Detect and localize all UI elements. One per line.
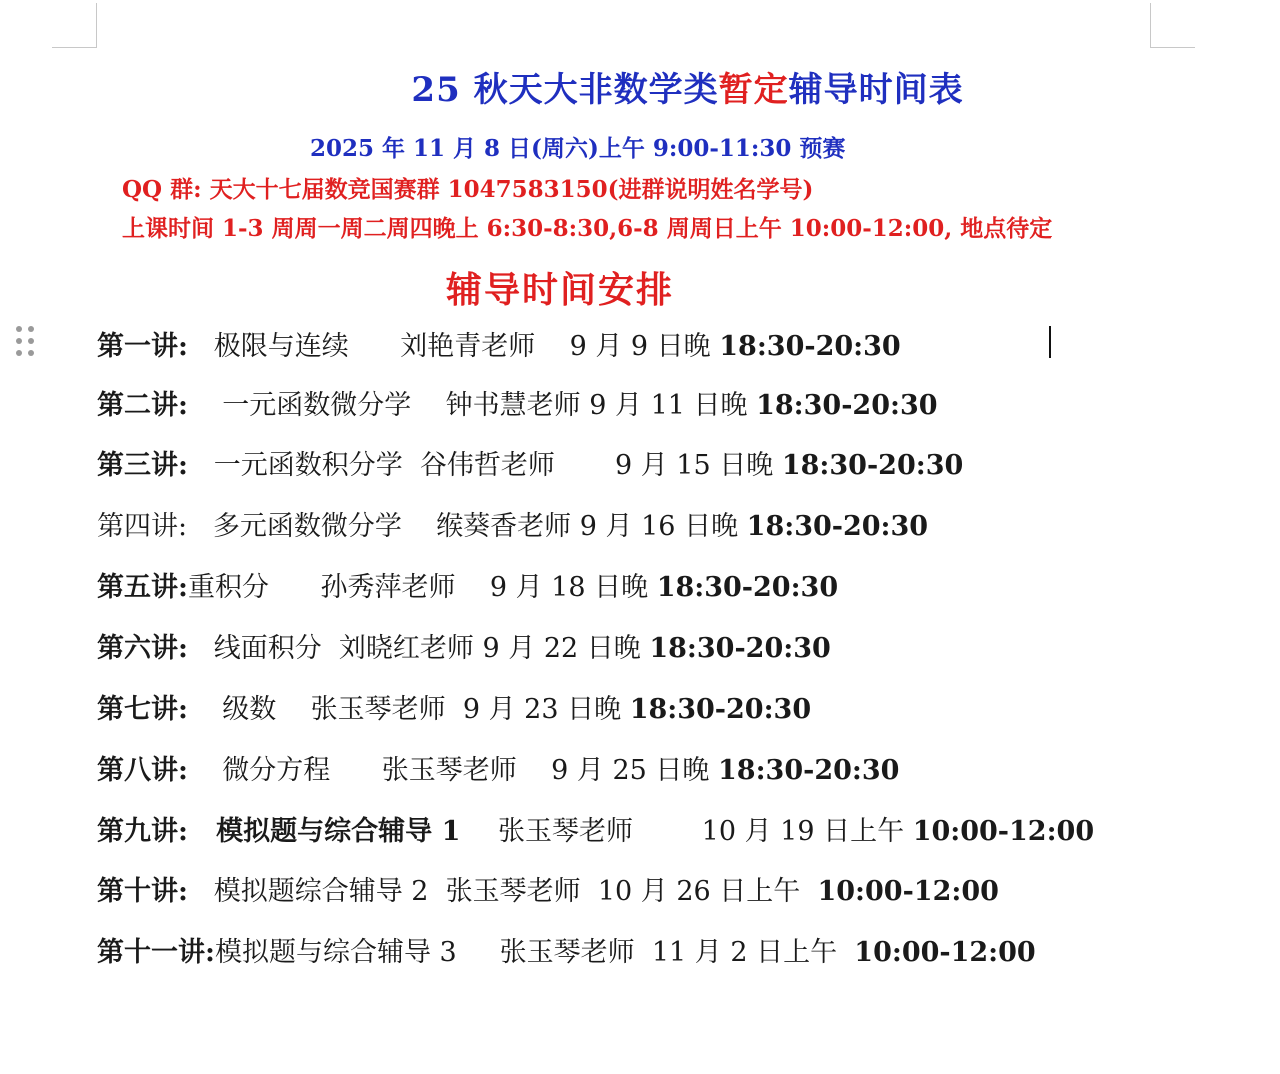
lecture-teacher: 张玉琴老师 bbox=[445, 876, 598, 907]
title-highlight: 暂定 bbox=[718, 70, 789, 110]
lecture-label: 第一讲: bbox=[97, 331, 188, 362]
lecture-teacher: 钟书慧老师 bbox=[445, 390, 590, 421]
lecture-teacher: 张玉琴老师 bbox=[381, 755, 552, 786]
qq-group-line: QQ 群: 天大十七届数竞国赛群 1047583150(进群说明姓名学号) bbox=[122, 176, 814, 203]
lecture-date: 9 月 11 日晚 bbox=[589, 390, 757, 421]
lecture-teacher: 刘晓红老师 bbox=[338, 633, 483, 664]
lecture-row bbox=[97, 383, 938, 422]
lecture-row bbox=[97, 626, 831, 665]
lecture-label: 第三讲: bbox=[97, 450, 188, 481]
lecture-date: 9 月 9 日晚 bbox=[569, 331, 720, 362]
lecture-date: 10 月 19 日上午 bbox=[701, 816, 913, 847]
lecture-time: 18:30-20:30 bbox=[656, 572, 839, 603]
lecture-time: 18:30-20:30 bbox=[719, 331, 901, 362]
lecture-label: 第八讲: bbox=[97, 755, 188, 786]
lecture-time: 18:30-20:30 bbox=[756, 390, 938, 421]
lecture-label: 第五讲: bbox=[97, 572, 188, 603]
lecture-topic: 模拟题与综合辅导 1 bbox=[187, 816, 498, 847]
lecture-label: 第十一讲: bbox=[97, 937, 215, 968]
lecture-time: 18:30-20:30 bbox=[781, 450, 964, 481]
lecture-row bbox=[97, 869, 999, 908]
lecture-topic: 极限与连续 bbox=[187, 331, 401, 362]
lecture-time: 18:30-20:30 bbox=[746, 511, 929, 542]
lecture-teacher: 刘艳青老师 bbox=[400, 331, 570, 362]
page-corner-mark-top-right bbox=[1150, 3, 1195, 48]
lecture-row bbox=[97, 565, 838, 604]
lecture-topic: 模拟题综合辅导 2 bbox=[187, 876, 446, 907]
lecture-topic: 重积分 bbox=[187, 572, 321, 603]
lecture-date: 10 月 26 日上午 bbox=[597, 876, 818, 907]
text-cursor bbox=[1049, 326, 1051, 358]
lecture-time: 18:30-20:30 bbox=[629, 694, 812, 725]
lecture-time: 10:00-12:00 bbox=[854, 937, 1036, 968]
lecture-teacher: 谷伟哲老师 bbox=[419, 450, 615, 481]
lecture-topic: 多元函数微分学 bbox=[187, 511, 437, 542]
document-title bbox=[0, 62, 1280, 111]
lecture-date: 9 月 25 日晚 bbox=[551, 755, 719, 786]
drag-handle-icon[interactable] bbox=[16, 326, 36, 358]
title-part-2: 辅导时间表 bbox=[788, 70, 964, 110]
lecture-teacher: 张玉琴老师 bbox=[499, 937, 652, 968]
lecture-row bbox=[97, 809, 1094, 848]
lecture-topic: 一元函数微分学 bbox=[187, 390, 446, 421]
lecture-teacher: 张玉琴老师 bbox=[497, 816, 702, 847]
lecture-label: 第二讲: bbox=[97, 390, 188, 421]
lecture-label: 第六讲: bbox=[97, 633, 188, 664]
lecture-date: 9 月 16 日晚 bbox=[579, 511, 747, 542]
page-corner-mark-top-left bbox=[52, 3, 97, 48]
title-part-1: 25 秋天大非数学类 bbox=[411, 70, 719, 110]
lecture-topic: 模拟题与综合辅导 3 bbox=[214, 937, 500, 968]
lecture-row bbox=[97, 930, 1036, 969]
lecture-date: 9 月 15 日晚 bbox=[614, 450, 782, 481]
lecture-date: 9 月 23 日晚 bbox=[462, 694, 630, 725]
lecture-topic: 微分方程 bbox=[187, 755, 382, 786]
lecture-topic: 一元函数积分学 bbox=[187, 450, 420, 481]
lecture-topic: 线面积分 bbox=[187, 633, 339, 664]
lecture-label: 第九讲: bbox=[97, 816, 188, 847]
lecture-topic: 级数 bbox=[187, 694, 311, 725]
lecture-row bbox=[97, 324, 901, 363]
exam-date-line: 2025 年 11 月 8 日(周六)上午 9:00-11:30 预赛 bbox=[310, 135, 846, 162]
lecture-date: 11 月 2 日上午 bbox=[651, 937, 855, 968]
lecture-label: 第十讲: bbox=[97, 876, 188, 907]
lecture-row bbox=[97, 748, 899, 787]
lecture-time: 18:30-20:30 bbox=[649, 633, 831, 664]
lecture-teacher: 孙秀萍老师 bbox=[320, 572, 490, 603]
lecture-row bbox=[97, 443, 963, 482]
lecture-date: 9 月 18 日晚 bbox=[489, 572, 657, 603]
lecture-date: 9 月 22 日晚 bbox=[482, 633, 650, 664]
lecture-time: 10:00-12:00 bbox=[817, 876, 999, 907]
lecture-teacher: 张玉琴老师 bbox=[310, 694, 463, 725]
lecture-time: 10:00-12:00 bbox=[912, 816, 1095, 847]
section-title: 辅导时间安排 bbox=[446, 269, 675, 311]
lecture-time: 18:30-20:30 bbox=[718, 755, 900, 786]
lecture-row bbox=[97, 687, 811, 726]
lecture-label: 第四讲: bbox=[97, 511, 188, 542]
lecture-row bbox=[97, 504, 928, 543]
lecture-label: 第七讲: bbox=[97, 694, 188, 725]
lecture-teacher: 缑葵香老师 bbox=[436, 511, 580, 542]
class-time-line: 上课时间 1-3 周周一周二周四晚上 6:30-8:30,6-8 周周日上午 10:00-12:00, 地点待定 bbox=[122, 215, 1053, 242]
